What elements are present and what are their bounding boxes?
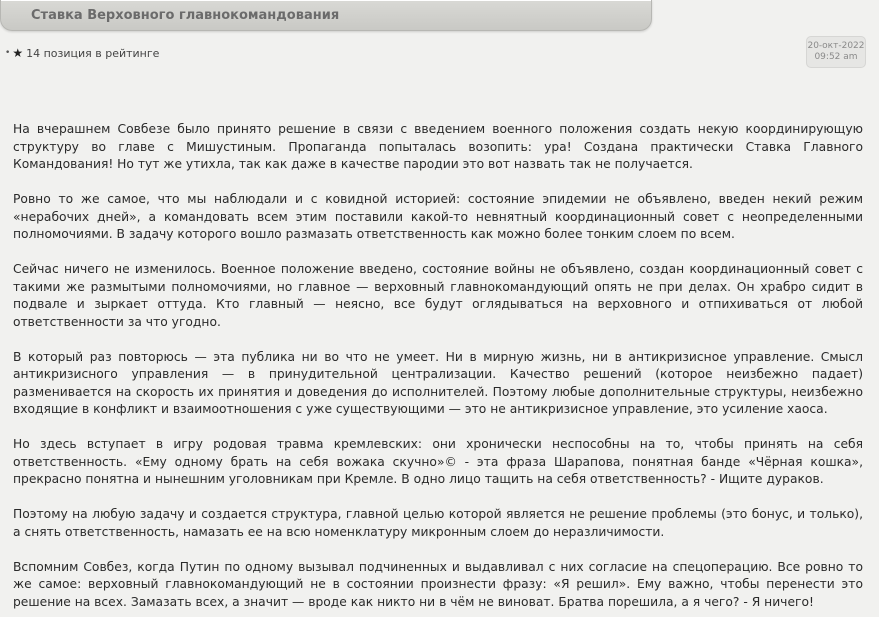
article-paragraph: Но здесь вступает в игру родовая травма кремлевских: они хронически неспособны на то, чтобы принять на себя ответственность. «Ему одному брать на себя вожака скучно»© - эта фраза Шарапова, понятная банде «Чёрная кошка», прекрасно понятна и нынешним уголовникам при Кремле. В одно лицо тащить на себя ответственность? - Ищите дураков. [13, 437, 863, 486]
post-title-tab [0, 0, 652, 31]
article-body [13, 121, 863, 617]
article-paragraph: Ровно то же самое, что мы наблюдали и с ковидной историей: состояние эпидемии не объявлено, введен некий режим «нерабочих дней», а командовать всем этим поставили какой-то невнятный координационный совет с неопределенными полномочиями. В задачу которого вошло размазать ответственность как можно более тонким слоем по всем. [13, 192, 863, 241]
article-paragraph: В который раз повторюсь — эта публика ни во что не умеет. Ни в мирную жизнь, ни в антикризисное управление. Смысл антикризисного управления — в принудительной централизации. Качество решений (которое неизбежно падает) разменивается на скорость их принятия и доведения до исполнителей. Поэтому любые дополнительные структуры, неизбежно входящие в конфликт и взаимоотношения с уже существующими — это не антикризисное управление, это усиление хаоса. [13, 349, 863, 416]
post-date-box [806, 36, 866, 68]
rating-text[interactable]: 14 позиция в рейтинге [26, 46, 160, 60]
article-paragraph: Вспомним Совбез, когда Путин по одному вызывал подчиненных и выдавливал с них согласие на спецоперацию. Все ровно то же самое: верховный главнокомандующий не в состоянии произнести фразу: «Я решил». Ему важно, чтобы перенести это решение на всех. Замазать всех, а значит — вроде как никто ни в чём не виноват. Братва порешила, а я чего? - Я ничего! [13, 559, 863, 609]
post-date: 20-окт-2022 [807, 41, 865, 51]
article-paragraph: Сейчас ничего не изменилось. Военное положение введено, состояние войны не объявлено, создан координационный совет с такими же размытыми полномочиями, но главное — верховный главнокомандующий опять не при делах. Он храбро сидит в подвале и зыркает оттуда. Кто главный — неясно, все будут оглядываться на верховного и отпихиваться от любой ответственности за что угодно. [13, 262, 863, 329]
bullet-dot: • [5, 48, 11, 58]
post-time: 09:52 am [814, 52, 858, 62]
post-title[interactable]: Ставка Верховного главнокомандования [31, 8, 340, 23]
rating-info [5, 46, 159, 60]
star-icon: ★ [12, 46, 24, 60]
article-paragraph: Поэтому на любую задачу и создается структура, главной целью которой является не решение проблемы (это бонус, и только), а снять ответственность, намазать ее на всю номенклатуру микронным слоем до неразличимости. [13, 507, 863, 539]
article-paragraph: На вчерашнем Совбезе было принято решение в связи с введением военного положения создать некую координирующую структуру во главе с Мишустиным. Пропаганда попыталась возопить: ура! Создана практически Ставка Главного Командования! Но тут же утихла, так как даже в качестве пародии это вот назвать так не получается. [13, 122, 863, 171]
